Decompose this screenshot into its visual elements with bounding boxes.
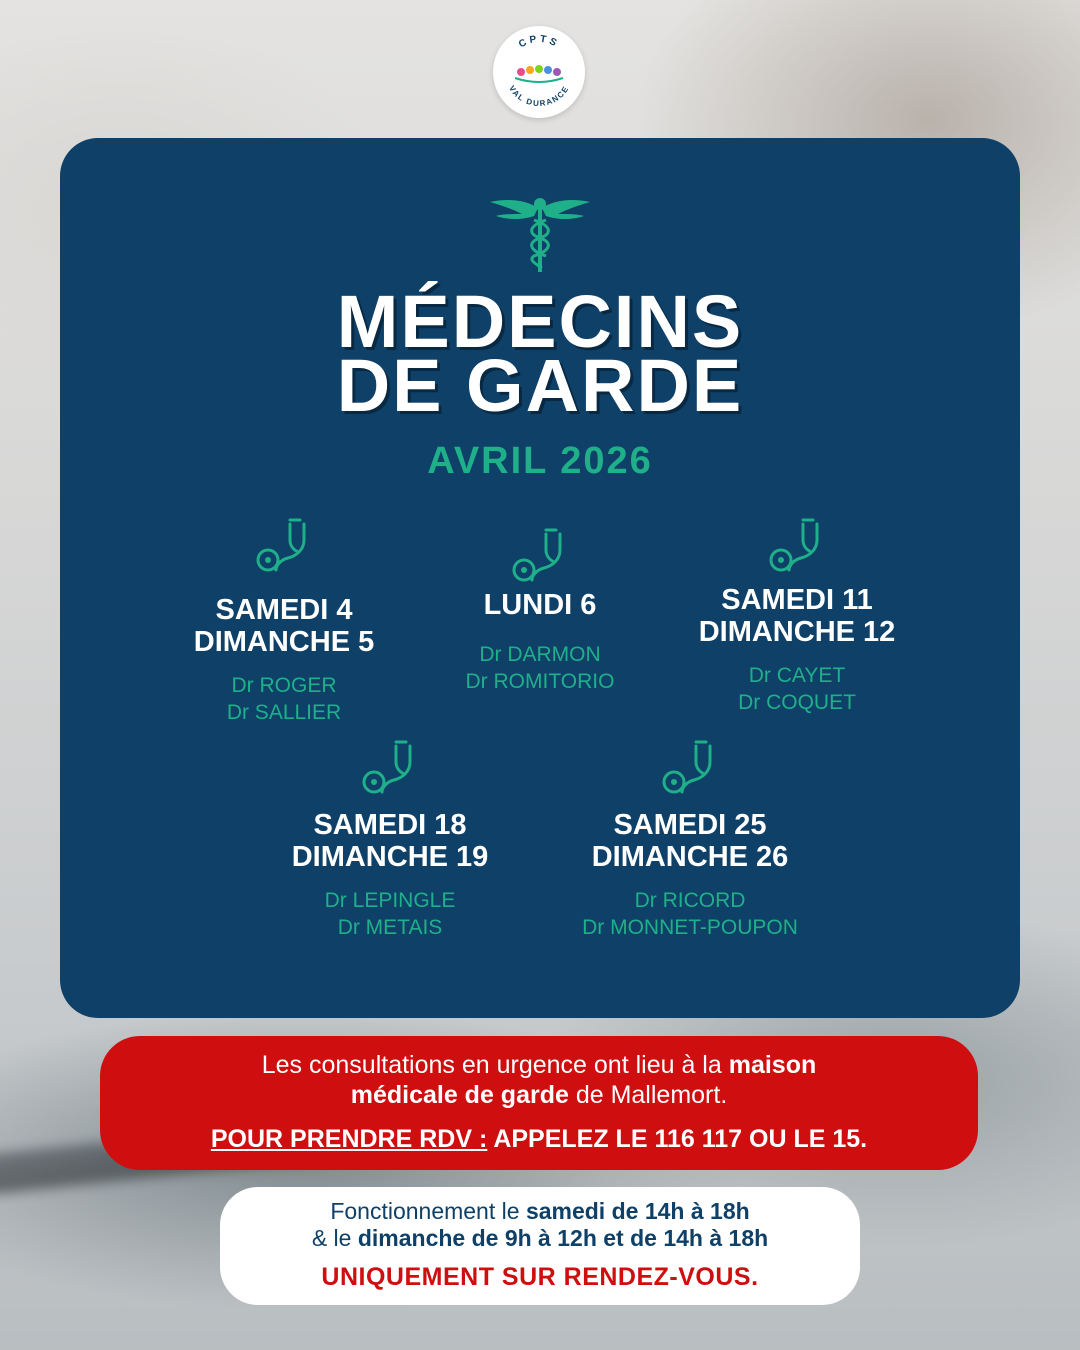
urgent-line3 xyxy=(100,1124,978,1154)
hours-line2-bold: dimanche de 9h à 12h et de 14h à 18h xyxy=(357,1225,769,1251)
svg-text:CPTS xyxy=(517,34,561,51)
slot-doctor2: Dr COQUET xyxy=(738,691,856,714)
slot-doctor2: Dr MONNET-POUPON xyxy=(582,916,798,939)
slot-doctor2: Dr ROMITORIO xyxy=(465,670,615,693)
stethoscope-icon xyxy=(660,736,720,798)
urgent-line2-text: de Mallemort. xyxy=(568,1081,728,1109)
urgent-line2 xyxy=(100,1080,978,1110)
slot-doctor1: Dr CAYET xyxy=(748,664,846,687)
slot-day1: SAMEDI 11 xyxy=(721,584,873,616)
slot-day1: SAMEDI 25 xyxy=(613,809,767,841)
hours-line1 xyxy=(220,1197,860,1225)
stethoscope-icon xyxy=(254,514,314,576)
slot-doctor2: Dr SALLIER xyxy=(226,701,342,724)
cpts-logo xyxy=(493,26,585,118)
phone-numbers: APPELEZ LE 116 117 OU LE 15. xyxy=(487,1125,868,1153)
logo-figures-icon xyxy=(515,65,563,82)
rdv-label: POUR PRENDRE RDV : xyxy=(210,1125,488,1153)
slot-card xyxy=(637,514,957,716)
slot-day1: SAMEDI 4 xyxy=(215,594,353,626)
slot-day2: DIMANCHE 12 xyxy=(698,616,896,648)
page-title-line1: MÉDECINS xyxy=(336,280,744,363)
hours-line1-bold: samedi de 14h à 18h xyxy=(525,1198,750,1224)
slot-doctor2: Dr METAIS xyxy=(337,916,443,939)
urgent-line1-text: Les consultations en urgence ont lieu à la xyxy=(261,1051,729,1079)
slot-card xyxy=(230,736,550,941)
slot-doctor1: Dr LEPINGLE xyxy=(324,889,456,912)
slot-doctor1: Dr RICORD xyxy=(634,889,746,912)
stethoscope-icon xyxy=(360,736,420,798)
slot-day2: DIMANCHE 5 xyxy=(193,626,375,658)
month-subtitle: AVRIL 2026 xyxy=(427,440,653,482)
appointment-only-notice: UNIQUEMENT SUR RENDEZ-VOUS. xyxy=(321,1263,759,1291)
slot-doctor1: Dr ROGER xyxy=(231,674,337,697)
slot-day2: DIMANCHE 26 xyxy=(591,841,789,873)
slot-day1: SAMEDI 18 xyxy=(313,809,467,841)
urgent-line1 xyxy=(100,1050,978,1080)
slot-day2: DIMANCHE 19 xyxy=(291,841,489,873)
caduceus-icon xyxy=(488,190,592,276)
stethoscope-icon xyxy=(510,524,570,586)
hours-line2-text: & le xyxy=(311,1225,358,1251)
hours-line2 xyxy=(220,1224,860,1252)
hours-info-box xyxy=(220,1187,860,1305)
svg-text:VAL DURANCE xyxy=(507,84,571,108)
slot-day1: LUNDI 6 xyxy=(483,589,597,621)
page-title-line2: DE GARDE xyxy=(336,344,744,427)
urgent-line2-bold: médicale de garde xyxy=(350,1081,569,1109)
stethoscope-icon xyxy=(767,514,827,576)
slot-doctor1: Dr DARMON xyxy=(479,643,601,666)
urgent-info-banner xyxy=(100,1036,978,1170)
logo-top-text: CPTS xyxy=(517,33,561,51)
slot-card xyxy=(530,736,850,941)
hours-line1-text: Fonctionnement le xyxy=(330,1198,526,1224)
urgent-line1-bold: maison xyxy=(728,1051,817,1079)
logo-bottom-text: VAL DURANCE xyxy=(507,83,571,109)
